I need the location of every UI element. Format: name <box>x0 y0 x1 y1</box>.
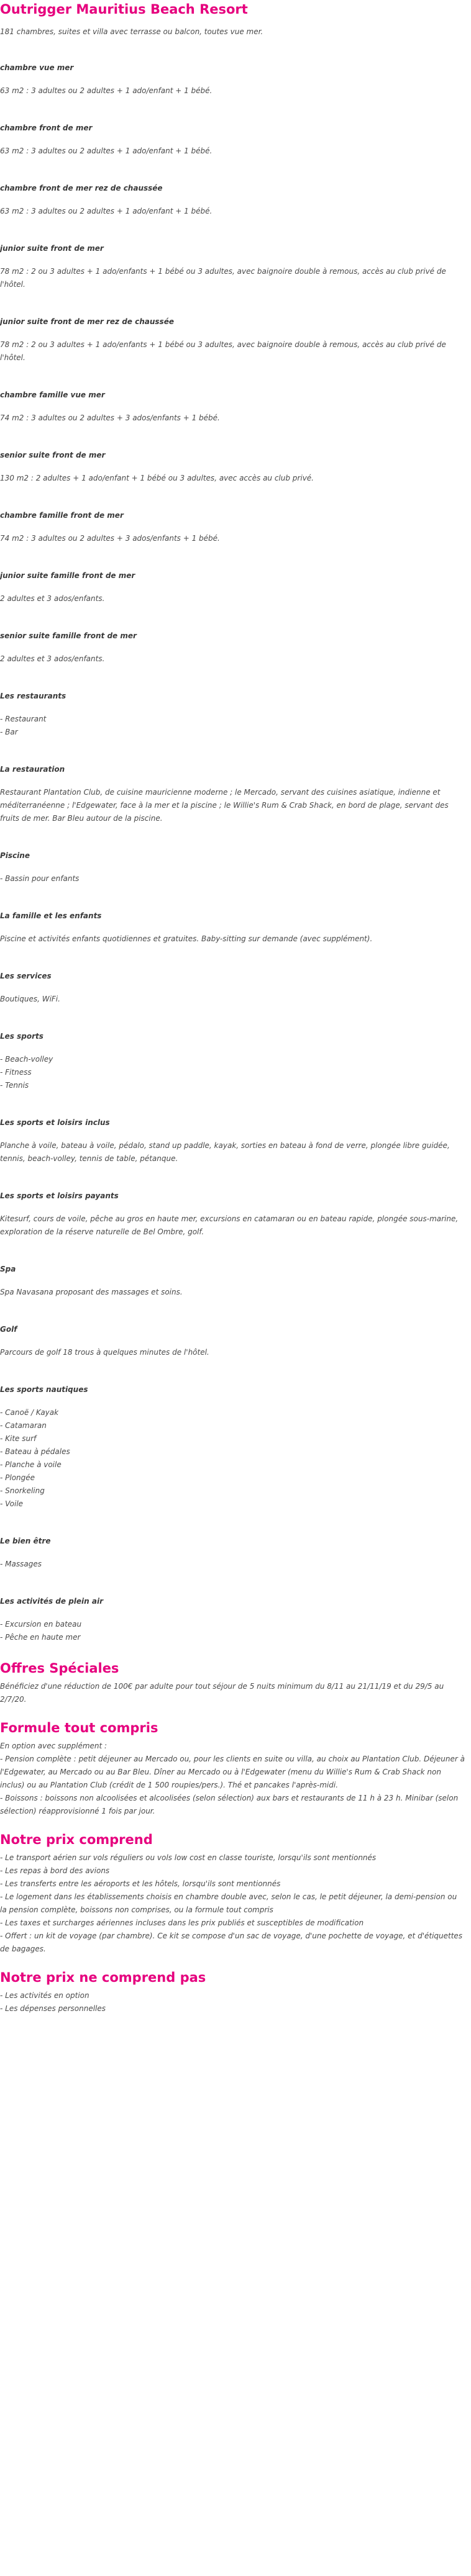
section-body <box>0 1406 465 1511</box>
content-section <box>0 122 465 158</box>
comprend-lines <box>0 1851 465 1956</box>
formule-title: Formule tout compris <box>0 1720 158 1735</box>
list-item: - Les repas à bord des avions <box>0 1866 110 1875</box>
list-item: - Le transport aérien sur vols réguliers ou vols low cost en classe touriste, lorsqu'ils sont mentionnés <box>0 1853 377 1862</box>
content-section <box>0 764 465 825</box>
comprend-title: Notre prix comprend <box>0 1832 153 1847</box>
section-text: 78 m2 : 2 ou 3 adultes + 1 ado/enfants + 1 bébé ou 3 adultes, avec baignoire double à remous, accès au club privé de l'hôtel. <box>0 267 446 289</box>
section-body <box>0 472 465 485</box>
section-body <box>0 265 465 291</box>
section-title: Les services <box>0 972 52 980</box>
section-text: 74 m2 : 3 adultes ou 2 adultes + 3 ados/enfants + 1 bébé. <box>0 414 220 422</box>
section-title: chambre front de mer rez de chaussée <box>0 184 163 192</box>
ne-comprend-pas-lines <box>0 1989 465 2015</box>
list-item: - Planche à voile <box>0 1460 62 1469</box>
section-text: 2 adultes et 3 ados/enfants. <box>0 594 105 603</box>
content-section <box>0 690 465 739</box>
content-section <box>0 1190 465 1239</box>
list-item: - Boissons : boissons non alcoolisées et alcoolisées (selon sélection) aux bars et restaurants de 11 h à 23 h. Minibar (selon sélection) réapprovisionné 1 fois par jour. <box>0 1794 459 1815</box>
content-section <box>0 1117 465 1165</box>
section-body <box>0 1139 465 1165</box>
content-section <box>0 62 465 97</box>
page-title: Outrigger Mauritius Beach Resort <box>0 2 248 17</box>
section-text: 2 adultes et 3 ados/enfants. <box>0 654 105 663</box>
section-title: La restauration <box>0 765 65 774</box>
section-body <box>0 786 465 825</box>
section-title: senior suite front de mer <box>0 451 106 459</box>
list-item: - Pension complète : petit déjeuner au Mercado ou, pour les clients en suite ou villa, au choix au Plantation Club. Déjeuner à l'Edgewater, au Mercado ou au Bar Bleu. Dîner au Mercado ou à l'Edgewater (menu du Willie's Rum & Crab Shack non inclus) ou au Plantation Club (crédit de 1 500 roupies/pers.). Thé et pancakes l'après-midi. <box>0 1755 465 1789</box>
list-item: - Pêche en haute mer <box>0 1633 81 1642</box>
section-body <box>0 1213 465 1239</box>
content-section <box>0 630 465 666</box>
section-body <box>0 412 465 425</box>
list-item: - Tennis <box>0 1081 29 1090</box>
section-title: Le bien être <box>0 1537 51 1545</box>
list-item: - Offert : un kit de voyage (par chambre). Ce kit se compose d'un sac de voyage, d'une pochette de voyage, et d'étiquettes de bagages. <box>0 1932 463 1953</box>
section-text: Spa Navasana proposant des massages et soins. <box>0 1288 183 1296</box>
section-title: Les sports nautiques <box>0 1385 88 1394</box>
section-title: junior suite front de mer <box>0 244 104 253</box>
offres-title: Offres Spéciales <box>0 1661 119 1676</box>
content-section <box>0 1263 465 1299</box>
content-section <box>0 850 465 885</box>
comprend-section <box>0 1832 465 1956</box>
content-section <box>0 910 465 946</box>
list-item: - Les dépenses personnelles <box>0 2004 106 2013</box>
section-title: Piscine <box>0 851 30 860</box>
list-item: - Bassin pour enfants <box>0 874 80 883</box>
list-item: - Bar <box>0 728 18 736</box>
section-body <box>0 993 465 1006</box>
section-title: chambre famille front de mer <box>0 511 124 520</box>
section-body <box>0 1618 465 1644</box>
content-section <box>0 183 465 218</box>
offres-section <box>0 1660 465 1706</box>
section-title: chambre front de mer <box>0 124 93 132</box>
section-body <box>0 145 465 158</box>
section-title: senior suite famille front de mer <box>0 631 137 640</box>
list-item: - Canoë / Kayak <box>0 1408 59 1417</box>
section-text: Planche à voile, bateau à voile, pédalo, stand up paddle, kayak, sorties en bateau à fond de verre, plongée libre guidée, tennis, beach-volley, tennis de table, pétanque. <box>0 1141 450 1163</box>
section-body <box>0 592 465 605</box>
section-body <box>0 1346 465 1359</box>
section-text: Boutiques, WiFi. <box>0 995 60 1003</box>
list-item: - Plongée <box>0 1473 35 1482</box>
section-title: La famille et les enfants <box>0 911 102 920</box>
content-section <box>0 316 465 364</box>
section-body <box>0 205 465 218</box>
content-section <box>0 1384 465 1511</box>
content-section <box>0 243 465 291</box>
section-title: Les sports <box>0 1032 43 1041</box>
section-title: Golf <box>0 1325 17 1334</box>
section-title: Les sports et loisirs payants <box>0 1191 119 1200</box>
list-item: - Massages <box>0 1560 42 1568</box>
content-section <box>0 1031 465 1092</box>
section-body <box>0 84 465 97</box>
content-section <box>0 389 465 425</box>
formule-lines <box>0 1740 465 1818</box>
list-item: - Beach-volley <box>0 1055 53 1064</box>
offres-text: Bénéficiez d'une réduction de 100€ par adulte pour tout séjour de 5 nuits minimum du 8/11 au 21/11/19 et du 29/5 au 2/7/20. <box>0 1682 444 1704</box>
intro-text: 181 chambres, suites et villa avec terrasse ou balcon, toutes vue mer. <box>0 27 263 36</box>
section-title: chambre vue mer <box>0 63 74 72</box>
section-text: 78 m2 : 2 ou 3 adultes + 1 ado/enfants + 1 bébé ou 3 adultes, avec baignoire double à remous, accès au club privé de l'hôtel. <box>0 340 446 362</box>
list-item: - Catamaran <box>0 1421 47 1430</box>
section-title: Les sports et loisirs inclus <box>0 1118 110 1127</box>
section-text: 63 m2 : 3 adultes ou 2 adultes + 1 ado/enfant + 1 bébé. <box>0 147 213 155</box>
section-title: Les restaurants <box>0 692 66 700</box>
content-section <box>0 510 465 545</box>
list-item: - Restaurant <box>0 715 47 723</box>
section-body <box>0 653 465 666</box>
list-item: En option avec supplément : <box>0 1742 107 1750</box>
section-body <box>0 713 465 739</box>
list-item: - Snorkeling <box>0 1486 45 1495</box>
section-text: 74 m2 : 3 adultes ou 2 adultes + 3 ados/enfants + 1 bébé. <box>0 534 220 543</box>
list-item: - Kite surf <box>0 1434 37 1443</box>
section-body <box>0 933 465 946</box>
content-section <box>0 570 465 605</box>
formule-section <box>0 1720 465 1818</box>
ne-comprend-pas-section <box>0 1969 465 2015</box>
section-body <box>0 1053 465 1092</box>
section-text: 130 m2 : 2 adultes + 1 ado/enfant + 1 bébé ou 3 adultes, avec accès au club privé. <box>0 474 314 482</box>
list-item: - Fitness <box>0 1068 32 1077</box>
section-text: 63 m2 : 3 adultes ou 2 adultes + 1 ado/enfant + 1 bébé. <box>0 207 213 215</box>
ne-comprend-pas-title: Notre prix ne comprend pas <box>0 1970 206 1985</box>
list-item: - Les activités en option <box>0 1991 89 2000</box>
section-text: Piscine et activités enfants quotidiennes et gratuites. Baby-sitting sur demande (avec supplément). <box>0 934 373 943</box>
list-item: - Le logement dans les établissements choisis en chambre double avec, selon le cas, le petit déjeuner, la demi-pension ou la pension complète, boissons non comprises, ou la formule tout compris <box>0 1892 457 1914</box>
content-section <box>0 1596 465 1644</box>
section-body <box>0 1558 465 1571</box>
content-section <box>0 450 465 485</box>
section-title: Les activités de plein air <box>0 1597 104 1606</box>
section-text: Parcours de golf 18 trous à quelques minutes de l'hôtel. <box>0 1348 209 1357</box>
list-item: - Bateau à pédales <box>0 1447 70 1456</box>
content-section <box>0 1535 465 1571</box>
section-body <box>0 872 465 885</box>
list-item: - Les transferts entre les aéroports et les hôtels, lorsqu'ils sont mentionnés <box>0 1879 281 1888</box>
section-text: Restaurant Plantation Club, de cuisine mauricienne moderne ; le Mercado, servant des cuisines asiatique, indienne et méditerranéenne ; l'Edgewater, face à la mer et la piscine ; le Willie's Rum & Crab Shack, en bord de plage, servant des fruits de mer. Bar Bleu autour de la piscine. <box>0 788 449 823</box>
section-text: Kitesurf, cours de voile, pêche au gros en haute mer, excursions en catamaran ou en bateau rapide, plongée sous-marine, exploration de la réserve naturelle de Bel Ombre, golf. <box>0 1214 459 1236</box>
sections-list <box>0 62 465 1644</box>
list-item: - Excursion en bateau <box>0 1620 82 1629</box>
section-body <box>0 532 465 545</box>
section-body <box>0 1286 465 1299</box>
content-section <box>0 970 465 1006</box>
section-title: chambre famille vue mer <box>0 391 105 399</box>
section-body <box>0 338 465 364</box>
section-title: Spa <box>0 1265 16 1273</box>
list-item: - Voile <box>0 1499 24 1508</box>
section-title: junior suite famille front de mer <box>0 571 135 580</box>
list-item: - Les taxes et surcharges aériennes incluses dans les prix publiés et susceptibles de modification <box>0 1918 364 1927</box>
section-text: 63 m2 : 3 adultes ou 2 adultes + 1 ado/enfant + 1 bébé. <box>0 86 213 95</box>
section-title: junior suite front de mer rez de chaussée <box>0 317 174 326</box>
content-section <box>0 1324 465 1359</box>
